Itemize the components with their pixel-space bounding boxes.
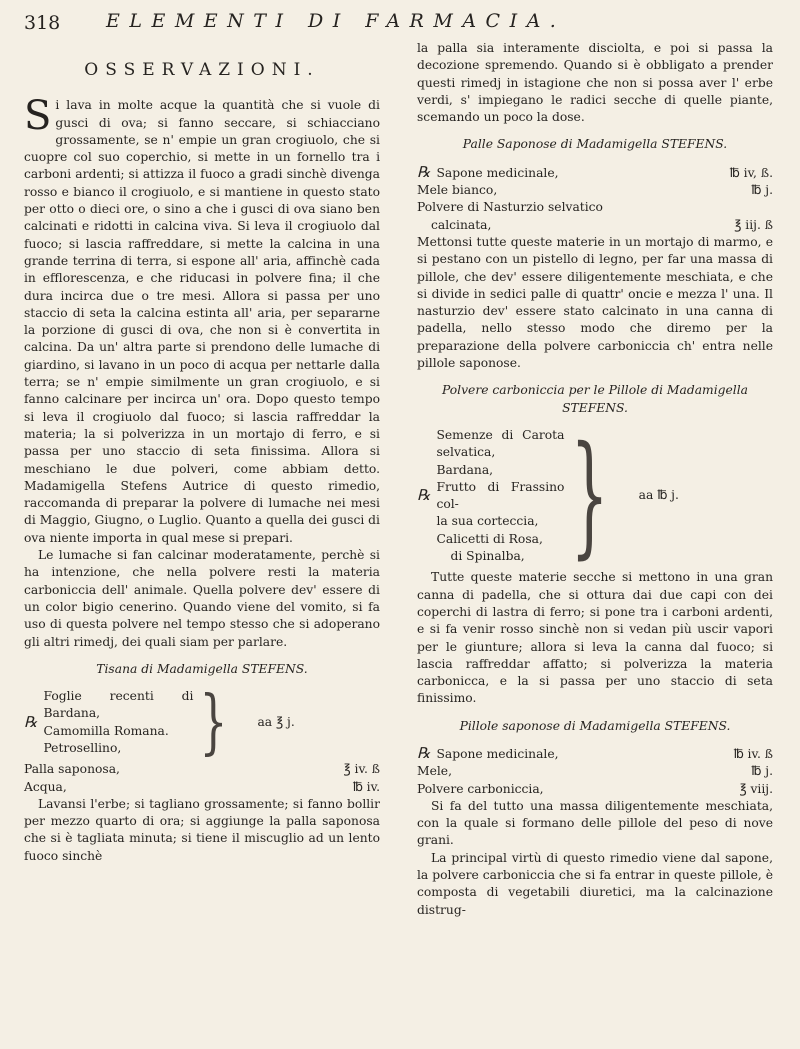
right-paragraph-4: Si fa del tutto una massa diligentemente meschiata, con la quale si formano delle pillole del peso di nove grani. <box>417 798 773 848</box>
running-header <box>24 8 784 38</box>
ingredient-line <box>417 781 773 798</box>
ingredient-quantity: ℔ j. <box>751 183 773 198</box>
rx-symbol: ℞ <box>24 713 38 732</box>
ingredient: Bardana, <box>436 462 494 477</box>
ingredient: la sua corteccia, <box>436 514 539 529</box>
section-title: OSSERVAZIONI. <box>84 60 320 80</box>
ingredient-line <box>417 182 773 199</box>
ingredient: Calicetti di Rosa, <box>436 531 543 546</box>
rx-symbol: ℞ <box>417 486 431 505</box>
brace: } <box>199 681 228 763</box>
ingredient: di Spinalba, <box>450 549 525 564</box>
left-paragraph-3: Lavansi l'erbe; si tagliano grossamente; si fanno bollir per mezzo quarto di ora; si aggiunge la palla saponosa che si è tagliata minuta; si tiene il miscuglio ad un lento fuoco sinchè <box>24 796 380 863</box>
drop-cap: S <box>24 93 52 140</box>
ingredient-line <box>417 745 773 763</box>
ingredient-quantity: ℥ viij. <box>739 781 773 796</box>
ingredient-quantity: ℔ iv, ß. <box>729 165 773 180</box>
ingredient-line <box>417 217 773 234</box>
ingredient: Polvere carboniccia, <box>417 781 544 796</box>
right-paragraph-5: La principal virtù di questo rimedio viene dal sapone, la polvere carboniccia che si fa entrar in queste pillole, è composta di vegetabili diuretici, ma la calcinazione distrug- <box>417 850 773 917</box>
ingredient: Mele bianco, <box>417 183 498 198</box>
right-paragraph-2: Mettonsi tutte queste materie in un mortajo di marmo, e si pestano con un pistello di legno, per far una massa di pillole, che dev' essere diligentemente meschiata, e che si divide in sedici palle di quattr' oncie e mezza l' una. Il nasturzio dev' essere stato calcinato in una canna di padella, nello stesso modo che diremo per la preparazione della polvere carboniccia ch' entra nelle pillole saponose. <box>417 234 773 371</box>
right-paragraph-1: la palla sia interamente disciolta, e poi si passa la decozione spremendo. Quando si è obbligato a prender questi rimedj in istagione che non si possa aver l' erbe verdi, s' impiegano le radici secche di quelle piante, scemando un poco la dose. <box>417 41 773 125</box>
recipe-polvere-group-items <box>436 427 564 565</box>
ingredient: Semenze di Carota selvatica, <box>436 427 565 460</box>
page-number: 318 <box>24 12 61 34</box>
recipe-title-pillole: Pillole saponose di Madamigella STEFENS. <box>459 718 731 733</box>
ingredient-quantity: ℔ j. <box>751 764 773 779</box>
right-paragraph-3: Tutte queste materie secche si mettono in una gran canna di padella, che si ottura dai due capi con dei coperchi di lastra di ferro; si pone tra i carboni ardenti, e si fa venir rosso sinchè non si vedan più uscir vapori per le giunture; allora si leva la canna dal fuoco; si lascia raffreddar affatto; si polverizza la materia carbonicca, e la si passa per uno staccio di seta finissimo. <box>417 570 773 706</box>
ingredient-line <box>24 761 380 778</box>
ingredient-quantity: ℔ iv. ß <box>733 746 773 761</box>
ingredient: Sapone medicinale, <box>436 746 559 761</box>
recipe-title-tisana: Tisana di Madamigella STEFENS. <box>96 661 308 676</box>
rx-symbol: ℞ <box>417 743 431 762</box>
left-paragraph-1 <box>24 93 380 547</box>
recipe-title-palle: Palle Saponose di Madamigella STEFENS. <box>462 137 728 152</box>
recipe-polvere-group <box>417 419 773 574</box>
left-paragraph-2: Le lumache si fan calcinar moderatamente, perchè si ha intenzione, che nella polvere resti la materia carboniccia dell' animale. Quella polvere dev' essere di un color bigio cenerino. Quando viene del vomito, si fa uso di questa polvere nel tempo stesso che si adoperano gli altri rimedj, dei quali siam per parlare. <box>24 548 380 649</box>
recipe-tisana-group <box>24 681 380 763</box>
ingredient-line <box>417 199 773 216</box>
ingredient: calcinata, <box>431 217 492 232</box>
ingredient-quantity: ℔ iv. <box>352 779 380 794</box>
ingredient-quantity: aa ℥ j. <box>257 715 295 730</box>
ingredient: Acqua, <box>24 779 67 794</box>
running-title: ELEMENTI DI FARMACIA. <box>106 10 566 32</box>
ingredient: Petrosellino, <box>43 740 122 755</box>
ingredient-quantity: ℥ iij. ß <box>734 217 773 232</box>
right-column <box>417 40 773 919</box>
left-column <box>24 40 380 865</box>
left-paragraph-1-text: i lava in molte acque la quantità che si vuole di gusci di ova; si fanno seccare, si schiacciano grossamente, se n' empie un gran crogiuolo, che si cuopre col suo coperchio, si mette in un fornello tra i carboni ardenti; si attizza il fuoco a gradi sinchè divenga rosso e bianco il crogiuolo, e si mantiene in questo stato per otto o dieci ore, o sino a che i gusci di ova siano ben calcinati e ridotti in calcina viva. Si leva il crogiuolo dal fuoco; si lascia raffreddare, si mette la calcina in una grande terrina di terra, si espone all' aria, affinchè cada in efflorescenza, e che riducasi in polvere fina; il che dura incirca due o tre mesi. Allora si passa per uno staccio di seta la calcina estinta all' aria, per separarne la porzione di gusci di ova, che non si è convertita in calcina. Da un' altra parte si prendono delle lumache di giardino, si lavano in un poco di acqua per nettarle dalla terra; se n' empie similmente un gran crogiuolo, e si fanno calcinare per incirca un' ora. Dopo questo tempo si leva il crogiuolo dal fuoco; si lascia raffreddar la materia; la si polverizza in un mortajo di ferro, e si passa per uno staccio di seta finissima. Allora si meschiano le due polveri, come abbiam detto. Madamigella Stefens Autrice di questo rimedio, raccomanda di preparar la polvere di lumache nei mesi di Maggio, Giugno, o Luglio. Quanto a quella dei gusci di ova niente importa in qual mese si prepari. <box>24 98 380 545</box>
ingredient-line <box>417 763 773 780</box>
brace: } <box>570 419 609 574</box>
ingredient-quantity: ℥ iv. ß <box>343 762 380 777</box>
recipe-tisana-group-items <box>43 688 193 757</box>
recipe-title-polvere: Polvere carboniccia per le Pillole di Madamigella STEFENS. <box>442 383 748 415</box>
ingredient-line <box>417 164 773 182</box>
ingredient: Camomilla Romana. <box>43 723 169 738</box>
rx-symbol: ℞ <box>417 162 431 181</box>
ingredient: Mele, <box>417 764 452 779</box>
ingredient: Polvere di Nasturzio selvatico <box>417 200 603 215</box>
ingredient: Sapone medicinale, <box>436 165 559 180</box>
ingredient-line <box>24 779 380 796</box>
ingredient: Foglie recenti di Bardana, <box>43 689 194 721</box>
ingredient: Frutto di Frassino col- <box>436 479 565 512</box>
ingredient: Palla saponosa, <box>24 762 120 777</box>
ingredient-quantity: aa ℔ j. <box>638 488 679 503</box>
